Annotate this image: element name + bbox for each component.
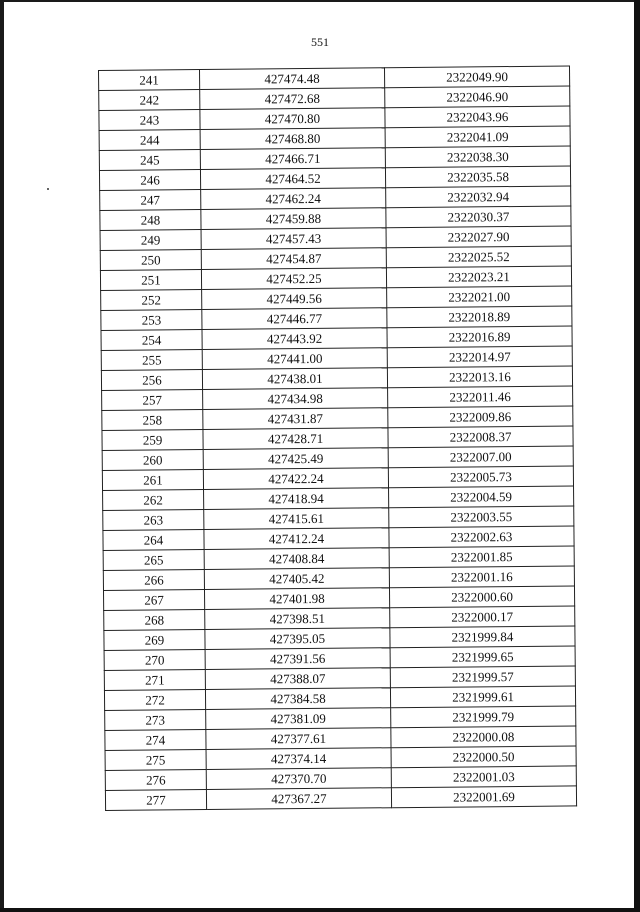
northing-cell: 2322038.30 (385, 146, 570, 168)
easting-cell: 427391.56 (205, 648, 390, 670)
easting-cell: 427446.77 (202, 308, 387, 330)
coordinate-table (98, 65, 577, 810)
point-number-cell: 243 (99, 110, 200, 131)
point-number-cell: 272 (104, 689, 205, 710)
northing-cell: 2322032.94 (386, 186, 571, 208)
easting-cell: 427452.25 (201, 268, 386, 290)
northing-cell: 2322000.60 (389, 586, 574, 608)
easting-cell: 427428.71 (203, 428, 388, 450)
northing-cell: 2322000.17 (390, 606, 575, 628)
scan-speck (47, 188, 49, 190)
northing-cell: 2322023.21 (386, 266, 571, 288)
point-number-cell: 263 (103, 510, 204, 531)
northing-cell: 2322046.90 (385, 86, 570, 108)
easting-cell: 427401.98 (204, 588, 389, 610)
easting-cell: 427398.51 (205, 608, 390, 630)
easting-cell: 427431.87 (203, 408, 388, 430)
northing-cell: 2321999.84 (390, 626, 575, 648)
easting-cell: 427434.98 (203, 388, 388, 410)
easting-cell: 427462.24 (201, 188, 386, 210)
point-number-cell: 268 (104, 610, 205, 631)
coordinate-table-body (99, 66, 577, 810)
northing-cell: 2321999.61 (390, 686, 575, 708)
easting-cell: 427454.87 (201, 248, 386, 270)
northing-cell: 2322002.63 (389, 526, 574, 548)
point-number-cell: 247 (100, 190, 201, 211)
northing-cell: 2322013.16 (387, 366, 572, 388)
point-number-cell: 261 (102, 470, 203, 491)
easting-cell: 427466.71 (200, 148, 385, 170)
point-number-cell: 276 (105, 769, 206, 790)
point-number-cell: 275 (105, 749, 206, 770)
point-number-cell: 260 (102, 450, 203, 471)
table-row (105, 786, 576, 811)
easting-cell: 427474.48 (200, 68, 385, 90)
easting-cell: 427374.14 (206, 748, 391, 770)
easting-cell: 427418.94 (204, 488, 389, 510)
northing-cell: 2322003.55 (389, 506, 574, 528)
easting-cell: 427457.43 (201, 228, 386, 250)
point-number-cell: 273 (105, 709, 206, 730)
point-number-cell: 241 (99, 70, 200, 91)
point-number-cell: 264 (103, 530, 204, 551)
northing-cell: 2322049.90 (384, 66, 569, 88)
easting-cell: 427405.42 (204, 568, 389, 590)
page-number: 551 (311, 35, 329, 49)
point-number-cell: 255 (101, 350, 202, 371)
easting-cell: 427464.52 (200, 168, 385, 190)
point-number-cell: 251 (100, 270, 201, 291)
point-number-cell: 271 (104, 669, 205, 690)
northing-cell: 2322000.50 (391, 746, 576, 768)
northing-cell: 2322041.09 (385, 126, 570, 148)
easting-cell: 427412.24 (204, 528, 389, 550)
easting-cell: 427441.00 (202, 348, 387, 370)
northing-cell: 2322009.86 (388, 406, 573, 428)
coordinate-table-wrapper (98, 65, 577, 810)
northing-cell: 2321999.65 (390, 646, 575, 668)
point-number-cell: 269 (104, 629, 205, 650)
easting-cell: 427449.56 (202, 288, 387, 310)
point-number-cell: 274 (105, 729, 206, 750)
point-number-cell: 245 (99, 150, 200, 171)
northing-cell: 2322001.69 (391, 786, 576, 808)
point-number-cell: 266 (103, 570, 204, 591)
point-number-cell: 257 (102, 390, 203, 411)
easting-cell: 427408.84 (204, 548, 389, 570)
point-number-cell: 252 (101, 290, 202, 311)
northing-cell: 2322011.46 (388, 386, 573, 408)
northing-cell: 2322016.89 (387, 326, 572, 348)
northing-cell: 2322021.00 (387, 286, 572, 308)
easting-cell: 427438.01 (202, 368, 387, 390)
point-number-cell: 262 (103, 490, 204, 511)
easting-cell: 427381.09 (206, 708, 391, 730)
easting-cell: 427470.80 (200, 108, 385, 130)
northing-cell: 2322014.97 (387, 346, 572, 368)
point-number-cell: 246 (99, 170, 200, 191)
easting-cell: 427422.24 (203, 468, 388, 490)
northing-cell: 2322001.03 (391, 766, 576, 788)
point-number-cell: 277 (105, 789, 206, 810)
easting-cell: 427395.05 (205, 628, 390, 650)
point-number-cell: 248 (100, 210, 201, 231)
point-number-cell: 253 (101, 310, 202, 331)
point-number-cell: 244 (99, 130, 200, 151)
northing-cell: 2322004.59 (389, 486, 574, 508)
point-number-cell: 259 (102, 430, 203, 451)
scan-edge-right (634, 0, 640, 912)
northing-cell: 2322043.96 (385, 106, 570, 128)
point-number-cell: 258 (102, 410, 203, 431)
point-number-cell: 267 (103, 590, 204, 611)
northing-cell: 2322025.52 (386, 246, 571, 268)
easting-cell: 427377.61 (206, 728, 391, 750)
northing-cell: 2322000.08 (391, 726, 576, 748)
point-number-cell: 250 (100, 250, 201, 271)
point-number-cell: 254 (101, 330, 202, 351)
easting-cell: 427443.92 (202, 328, 387, 350)
northing-cell: 2322005.73 (388, 466, 573, 488)
point-number-cell: 270 (104, 649, 205, 670)
easting-cell: 427468.80 (200, 128, 385, 150)
northing-cell: 2322035.58 (385, 166, 570, 188)
point-number-cell: 256 (101, 370, 202, 391)
scan-edge-bottom (0, 908, 640, 912)
point-number-cell: 242 (99, 90, 200, 111)
easting-cell: 427367.27 (206, 788, 391, 810)
northing-cell: 2322007.00 (388, 446, 573, 468)
easting-cell: 427415.61 (204, 508, 389, 530)
northing-cell: 2322018.89 (387, 306, 572, 328)
northing-cell: 2322001.16 (389, 566, 574, 588)
easting-cell: 427384.58 (205, 688, 390, 710)
easting-cell: 427370.70 (206, 768, 391, 790)
northing-cell: 2322030.37 (386, 206, 571, 228)
northing-cell: 2322001.85 (389, 546, 574, 568)
easting-cell: 427388.07 (205, 668, 390, 690)
northing-cell: 2321999.79 (391, 706, 576, 728)
easting-cell: 427425.49 (203, 448, 388, 470)
easting-cell: 427459.88 (201, 208, 386, 230)
easting-cell: 427472.68 (200, 88, 385, 110)
northing-cell: 2322008.37 (388, 426, 573, 448)
northing-cell: 2322027.90 (386, 226, 571, 248)
point-number-cell: 249 (100, 230, 201, 251)
point-number-cell: 265 (103, 550, 204, 571)
northing-cell: 2321999.57 (390, 666, 575, 688)
